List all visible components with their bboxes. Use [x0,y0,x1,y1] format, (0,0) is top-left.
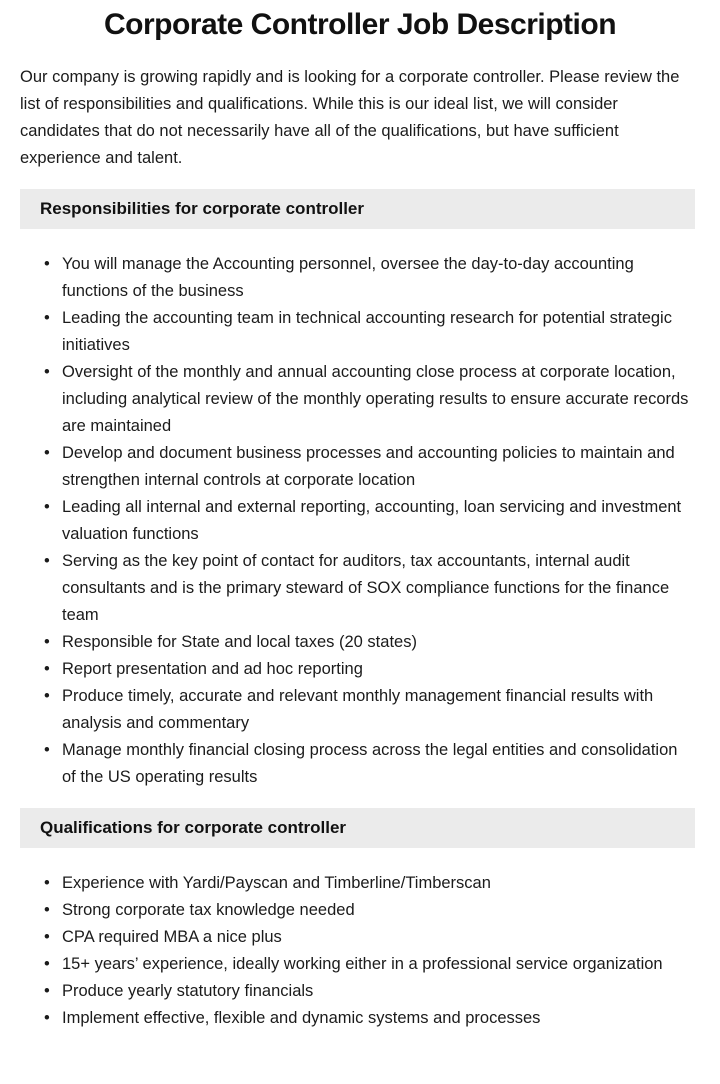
section-heading-qualifications: Qualifications for corporate controller [20,808,695,848]
list-item: • You will manage the Accounting personnel, oversee the day-to-day accounting functions of the business [20,251,695,305]
list-item: • Leading all internal and external reporting, accounting, loan servicing and investment valuation functions [20,494,695,548]
qualifications-list [20,870,695,1032]
list-item: • Experience with Yardi/Payscan and Timberline/Timberscan [20,870,695,897]
list-item: • Implement effective, flexible and dynamic systems and processes [20,1005,695,1032]
list-item: • Oversight of the monthly and annual accounting close process at corporate location, including analytical review of the monthly operating results to ensure accurate records are maintained [20,359,695,440]
page-title: Corporate Controller Job Description [103,8,617,41]
list-item: • Develop and document business processes and accounting policies to maintain and strengthen internal controls at corporate location [20,440,695,494]
list-item: • CPA required MBA a nice plus [20,924,695,951]
list-item: • Produce yearly statutory financials [20,978,695,1005]
list-item: • Manage monthly financial closing process across the legal entities and consolidation of the US operating results [20,737,695,791]
list-item: • Leading the accounting team in technical accounting research for potential strategic initiatives [20,305,695,359]
list-item: • Strong corporate tax knowledge needed [20,897,695,924]
list-item: • Serving as the key point of contact for auditors, tax accountants, internal audit consultants and is the primary steward of SOX compliance functions for the finance team [20,548,695,629]
list-item: • 15+ years’ experience, ideally working either in a professional service organization [20,951,695,978]
list-item: • Produce timely, accurate and relevant monthly management financial results with analysis and commentary [20,683,695,737]
list-item: • Responsible for State and local taxes (20 states) [20,629,695,656]
section-heading-responsibilities: Responsibilities for corporate controller [20,189,695,229]
responsibilities-list [20,251,695,791]
list-item: • Report presentation and ad hoc reporting [20,656,695,683]
intro-paragraph: Our company is growing rapidly and is looking for a corporate controller. Please review the list of responsibilities and qualifications. While this is our ideal list, we will consider candidates that do not necessarily have all of the qualifications, but have sufficient experience and talent. [20,68,680,167]
